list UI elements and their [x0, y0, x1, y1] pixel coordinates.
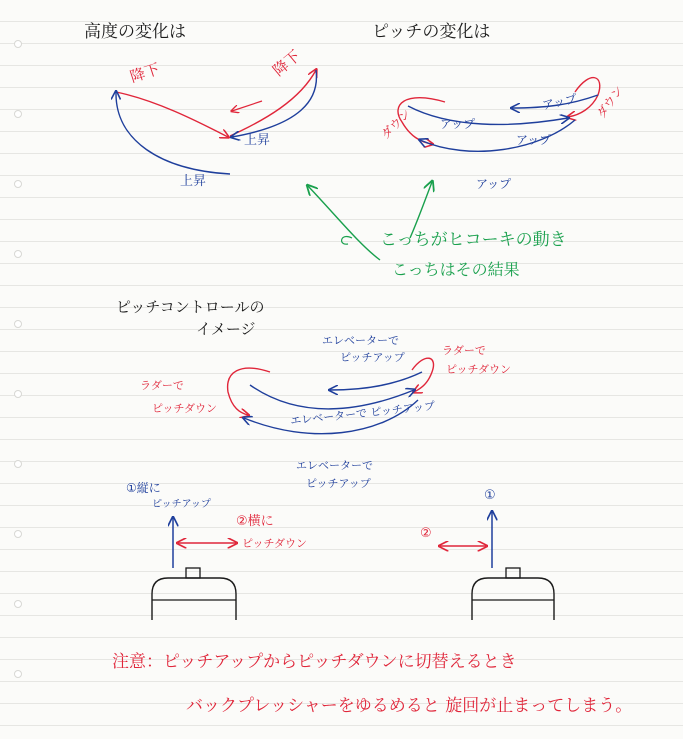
elevator-top-label: エレベーターで: [322, 334, 399, 347]
pitch-up-label: アップ: [476, 177, 512, 191]
control-title-line2: イメージ: [196, 320, 256, 338]
left-stick-horizontal-label: ②横に: [236, 514, 274, 529]
caution-line2: バックプレッシャーをゆるめると 旋回が止まってしまう。: [186, 696, 633, 716]
left-stick-knob: [186, 568, 200, 578]
altitude-red-small-arrow: [232, 101, 262, 111]
altitude-ascend-label: 上昇: [180, 174, 207, 189]
result-note: こっちはその結果: [392, 260, 520, 279]
right-stick-step2-label: ②: [420, 526, 432, 541]
pitch-up-label: アップ: [440, 117, 476, 131]
elevator-middle-label: エレベーターで ピッチアップ: [289, 399, 436, 428]
left-stick-vertical-label-line2: ピッチアップ: [152, 499, 211, 510]
elevator-top-label-line2: ピッチアップ: [340, 351, 405, 364]
altitude-descend-curve: [116, 92, 228, 137]
pitch-down-label: ダウン: [593, 83, 627, 121]
altitude-descend-label: 降下: [269, 46, 304, 80]
elevator-bottom-label: エレベーターで: [296, 459, 373, 472]
motion-note: こっちがヒコーキの動き: [380, 230, 567, 250]
motion-pointer-loop: [342, 236, 352, 244]
control-blue-top: [330, 372, 422, 390]
rudder-right-label: ラダーで: [442, 344, 486, 357]
pitch-title: ピッチの変化は: [372, 22, 491, 42]
rudder-left-label-line2: ピッチダウン: [152, 402, 218, 415]
caution-line1: 注意：ピッチアップからピッチダウンに切替えるとき: [112, 652, 517, 672]
left-stick-vertical-label: ①縦に: [126, 481, 161, 495]
pitch-up-label: アップ: [516, 133, 552, 147]
control-title: ピッチコントロールの: [116, 298, 265, 316]
altitude-ascend-curve: [232, 70, 316, 137]
right-stick-body: [472, 578, 554, 620]
rudder-right-label-line2: ピッチダウン: [446, 363, 512, 376]
pitch-up-label: アップ: [540, 91, 579, 113]
altitude-ascend-label: 上昇: [244, 133, 271, 148]
left-stick-body: [152, 578, 236, 620]
left-stick-horizontal-label-line2: ピッチダウン: [242, 537, 308, 550]
right-stick-knob: [506, 568, 520, 578]
altitude-ascend-curve: [116, 92, 230, 174]
pitch-down-label: ダウン: [378, 106, 414, 142]
right-stick-step1-label: ①: [484, 488, 496, 503]
altitude-descend-label: 降下: [127, 59, 162, 87]
altitude-title: 高度の変化は: [84, 22, 186, 42]
motion-pointer-arrow: [308, 186, 380, 260]
rudder-left-label: ラダーで: [140, 379, 184, 392]
control-red-left-loop: [228, 368, 270, 415]
elevator-bottom-label-line2: ピッチアップ: [306, 477, 371, 490]
